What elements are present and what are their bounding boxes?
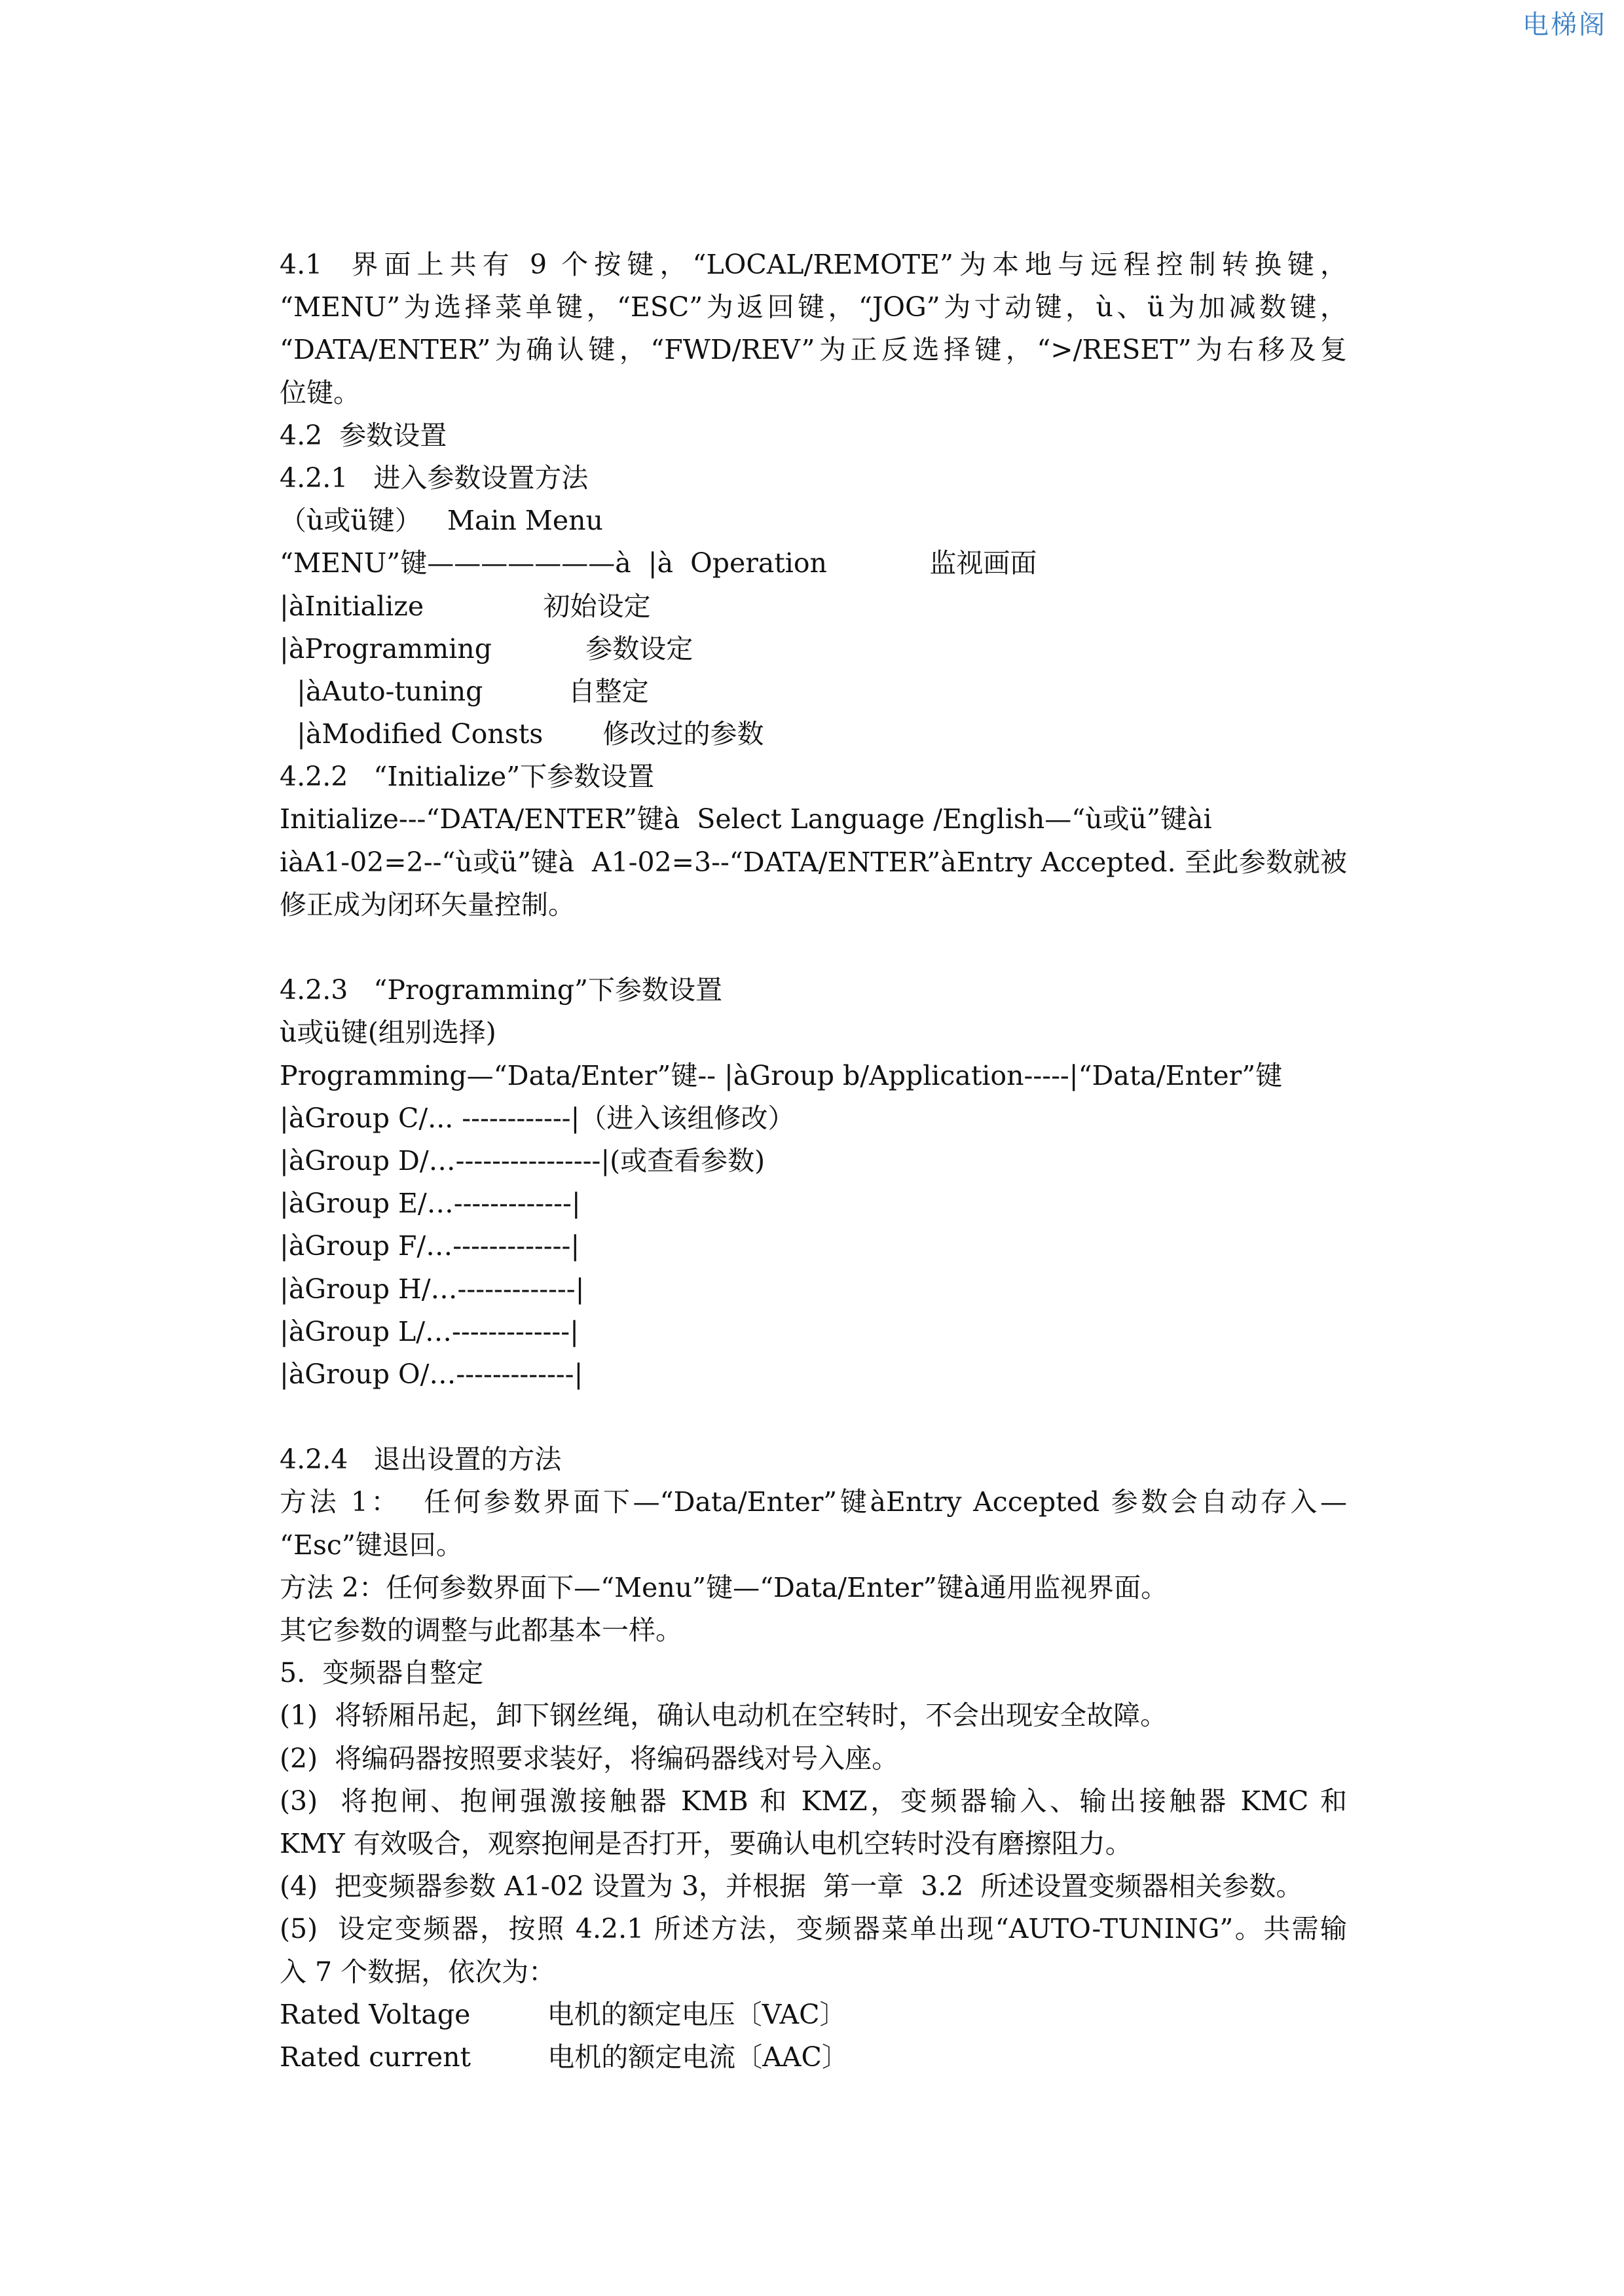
subsection-heading: 4.2.3 “Programming”下参数设置 [280,974,723,1006]
menu-line: |àGroup C/... ------------|（进入该组修改） [280,1102,795,1134]
menu-line: |àInitialize 初始设定 [280,590,651,622]
text-line: “Esc”键退回。 [280,1529,463,1561]
list-item: 入 7 个数据，依次为： [280,1956,556,1988]
watermark-text: 电梯阁 [1522,10,1607,40]
document-body [280,244,1347,2079]
text-line: “MENU”为选择菜单键，“ESC”为返回键，“JOG”为寸动键，ù、ü为加减数键， [280,291,1347,323]
text-line: ù或ü键(组别选择) [280,1017,496,1049]
text-line: 方法 2：任何参数界面下—“Menu”键—“Data/Enter”键à通用监视界面。 [280,1571,1168,1603]
menu-line: Programming—“Data/Enter”键-- |àGroup b/Application-----|“Data/Enter”键 [280,1059,1283,1091]
section-heading: 4.2 参数设置 [280,419,447,451]
menu-line: |àGroup E/…-------------| [280,1188,581,1220]
list-item: (5) 设定变频器，按照 4.2.1 所述方法，变频器菜单出现“AUTO-TUNING”。共需输 [280,1913,1347,1945]
list-item: (3) 将抱闸、抱闸强激接触器 KMB 和 KMZ，变频器输入、输出接触器 KMC 和 [280,1785,1347,1817]
subsection-heading: 4.2.4 退出设置的方法 [280,1444,562,1476]
menu-line: |àAuto-tuning 自整定 [280,675,649,707]
text-line: iàA1-02=2--“ù或ü”键à A1-02=3--“DATA/ENTER”àEntry Accepted. 至此参数就被 [280,846,1347,878]
text-line: Initialize---“DATA/ENTER”键à Select Language /English—“ù或ü”键ài [280,803,1212,835]
blank-line [280,926,1347,969]
text-line: 方法 1： 任何参数界面下—“Data/Enter”键àEntry Accepted 参数会自动存入— [280,1486,1347,1518]
parameter-line: Rated Voltage 电机的额定电压〔VAC〕 [280,1998,847,2030]
text-line: 其它参数的调整与此都基本一样。 [280,1614,682,1646]
text-line: 4.1 界面上共有 9 个按键，“LOCAL/REMOTE”为本地与远程控制转换键， [280,249,1347,280]
text-line: “DATA/ENTER”为确认键，“FWD/REV”为正反选择键，“>/RESET”为右移及复 [280,334,1347,366]
list-item: KMY 有效吸合，观察抱闸是否打开，要确认电机空转时没有磨擦阻力。 [280,1827,1132,1859]
menu-line: |àModified Consts 修改过的参数 [280,718,764,750]
section-heading: 5. 变频器自整定 [280,1657,484,1689]
text-line: 修正成为闭环矢量控制。 [280,888,575,920]
menu-line: |àProgramming 参数设定 [280,632,693,665]
text-line: 位键。 [280,376,360,409]
list-item: (1) 将轿厢吊起，卸下钢丝绳，确认电动机在空转时，不会出现安全故障。 [280,1700,1168,1732]
menu-line: |àGroup H/…-------------| [280,1273,585,1305]
parameter-line: Rated current 电机的额定电流〔AAC〕 [280,2041,849,2073]
menu-line: |àGroup F/…-------------| [280,1230,580,1262]
list-item: (2) 将编码器按照要求装好，将编码器线对号入座。 [280,1742,899,1774]
menu-line: |àGroup D/…----------------|(或查看参数) [280,1144,766,1176]
menu-line: “MENU”键———————à |à Operation 监视画面 [280,547,1037,579]
subsection-heading: 4.2.1 进入参数设置方法 [280,462,589,494]
blank-line [280,1396,1347,1438]
subsection-heading: 4.2.2 “Initialize”下参数设置 [280,761,655,793]
menu-line: |àGroup O/…-------------| [280,1358,583,1390]
text-line: （ù或ü键） Main Menu [280,505,603,537]
list-item: (4) 把变频器参数 A1-02 设置为 3，并根据 第一章 3.2 所述设置变频器相关参数。 [280,1870,1303,1903]
menu-line: |àGroup L/…-------------| [280,1315,579,1347]
